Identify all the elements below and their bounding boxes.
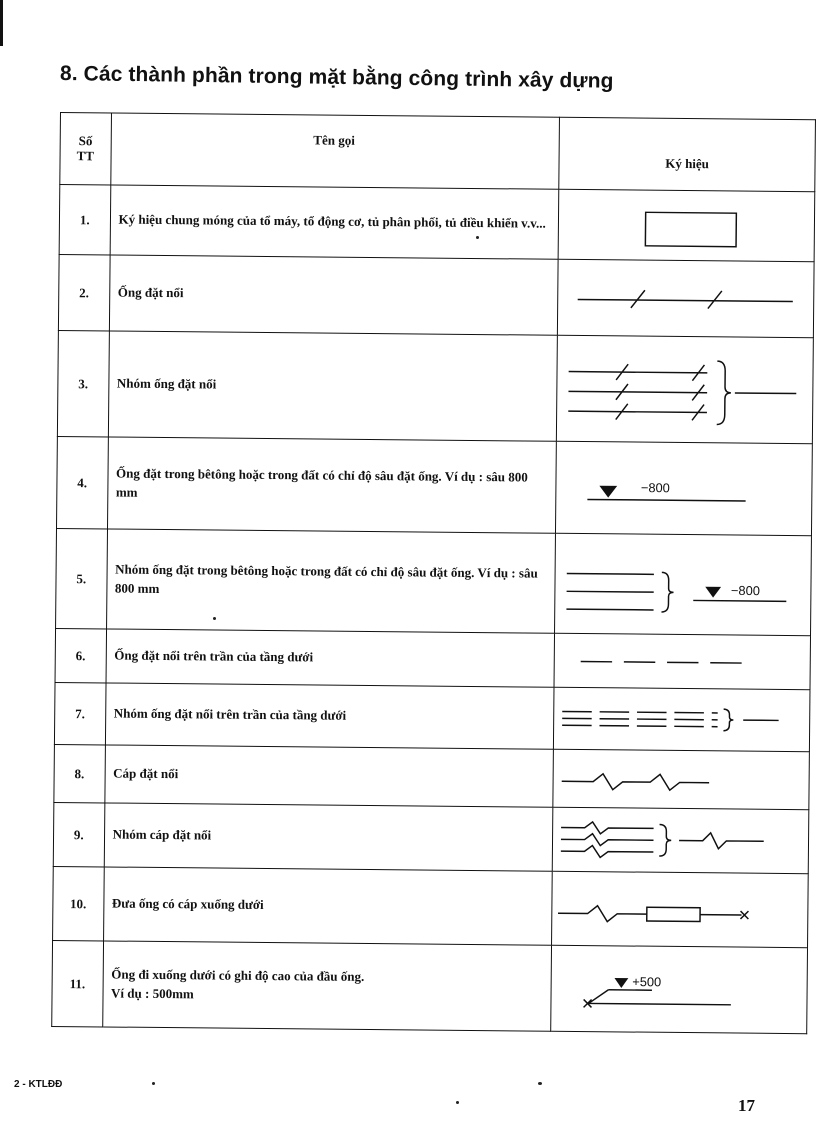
table-row [54, 682, 810, 751]
elevation-label: +500 [632, 974, 662, 990]
row-name: Nhóm cáp đặt nổi [104, 803, 553, 871]
page-edge-mark [0, 0, 3, 46]
table-row [56, 528, 812, 635]
table-row [52, 940, 808, 1033]
depth-marker-icon [599, 486, 617, 498]
row-number: 9. [53, 802, 104, 866]
pipe-down-elevation-symbol [551, 946, 810, 1033]
table-header-row [60, 113, 816, 192]
section-heading: 8. Các thành phần trong mặt bằng công trình xây dựng [59, 62, 614, 93]
grouped-ceiling-pipes-symbol [554, 688, 813, 751]
foundation-rectangle-symbol [559, 190, 816, 261]
table-row [55, 628, 810, 689]
table-row [57, 330, 813, 443]
header-symbol: Ký hiệu [559, 117, 816, 191]
row-symbol [552, 807, 808, 873]
header-name: Tên gọi [110, 113, 559, 189]
table-row [59, 185, 815, 262]
row-symbol [558, 259, 815, 337]
row-symbol [551, 945, 808, 1033]
row-symbol [556, 441, 813, 535]
row-symbol [554, 633, 810, 689]
grouped-surface-pipes-symbol [557, 336, 816, 443]
row-number: 6. [55, 628, 106, 682]
buried-pipe-depth-symbol [556, 442, 815, 535]
row-name: Nhóm ống đặt trong bêtông hoặc trong đất có chỉ độ sâu đặt ống. Ví dụ : sâu 800 mm [106, 529, 556, 633]
row-number: 4. [57, 436, 108, 528]
row-number: 2. [58, 254, 109, 330]
row-number: 10. [53, 866, 104, 940]
row-name: Nhóm ống đặt nổi [108, 331, 558, 441]
row-name: Ống đặt nổi [109, 255, 558, 335]
row-number: 5. [56, 528, 108, 628]
surface-cable-symbol [554, 750, 813, 809]
page-number: 17 [738, 1096, 755, 1115]
row-name: Cáp đặt nổi [104, 745, 553, 807]
row-number: 8. [54, 744, 105, 802]
scan-speck [476, 236, 479, 239]
row-symbol [554, 687, 810, 751]
depth-label: −800 [641, 480, 671, 496]
cable-pipe-down-symbol [552, 872, 811, 947]
row-symbol [555, 533, 812, 635]
header-number: Số TT [60, 113, 111, 185]
table-row [57, 436, 813, 535]
scan-speck [152, 1082, 155, 1085]
depth-label: −800 [731, 582, 761, 599]
row-symbol [552, 871, 809, 947]
grouped-surface-cables-symbol [553, 808, 812, 873]
surface-pipe-symbol [558, 260, 816, 337]
table-row [53, 866, 809, 947]
row-symbol [553, 749, 809, 809]
depth-marker-icon [705, 587, 721, 598]
row-symbol [557, 335, 814, 443]
row-number: 11. [52, 940, 103, 1026]
row-symbol [558, 189, 814, 261]
row-number: 7. [54, 682, 105, 744]
row-name: Ống đặt nổi trên trần của tầng dưới [106, 629, 555, 687]
symbols-table [51, 112, 816, 1034]
scan-speck [456, 1101, 459, 1104]
row-name: Ống đặt trong bêtông hoặc trong đất có chỉ độ sâu đặt ống. Ví dụ : sâu 800 mm [107, 437, 556, 533]
row-name: Đưa ống có cáp xuống dưới [103, 867, 552, 945]
row-number: 1. [59, 185, 110, 255]
row-name: Ống đi xuống dưới có ghi độ cao của đầu ống. Ví dụ : 500mm [102, 941, 551, 1031]
elevation-marker-icon [615, 978, 629, 988]
scan-speck [213, 617, 216, 620]
table-row [54, 744, 810, 809]
row-number: 3. [57, 330, 109, 436]
table-row [58, 254, 814, 337]
footer-source: 2 - KTLĐĐ [14, 1079, 63, 1090]
ceiling-pipe-symbol [555, 634, 813, 689]
scan-speck [538, 1082, 542, 1085]
row-name: Ký hiệu chung móng của tổ máy, tổ động cơ, tủ phân phối, tủ điều khiển v.v... [110, 185, 559, 259]
table-row [53, 802, 809, 873]
grouped-buried-pipes-symbol [555, 534, 814, 635]
row-name: Nhóm ống đặt nổi trên trần của tầng dưới [105, 683, 554, 749]
